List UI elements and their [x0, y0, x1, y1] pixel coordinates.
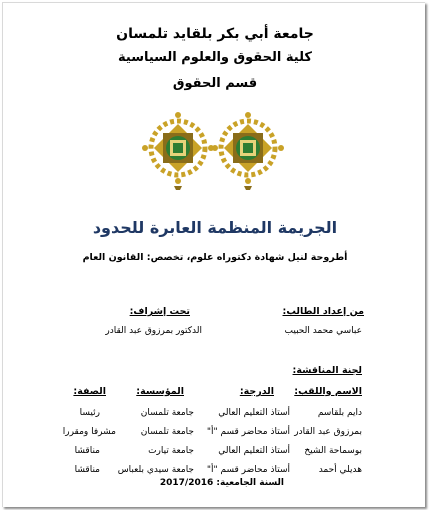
column-role: الصفة:: [73, 386, 106, 397]
member-institution: جامعة تيارت: [148, 446, 194, 456]
faculty-name: كلية الحقوق والعلوم السياسية: [118, 50, 312, 65]
column-institution: المؤسسة:: [136, 386, 184, 397]
member-name: بوسماحة الشيخ: [304, 446, 362, 456]
member-role: مشرفا ومقررا: [62, 427, 116, 437]
committee-label: لجنة المناقشة:: [292, 365, 362, 376]
member-institution: جامعة تلمسان: [140, 427, 194, 437]
member-role: رئيسا: [79, 408, 100, 418]
thesis-subtitle: أطروحة لنيل شهادة دكتوراه علوم، تخصص: القانون العام: [82, 252, 348, 263]
member-institution: جامعة تلمسان: [140, 408, 194, 418]
member-rank: أستاذ التعليم العالي: [218, 408, 290, 418]
member-institution: جامعة سيدي بلعباس: [117, 465, 194, 475]
university-name: جامعة أبي بكر بلقايد تلمسان: [116, 26, 314, 42]
member-role: مناقشا: [74, 465, 100, 475]
student-name: عباسي محمد الحبيب: [284, 326, 362, 336]
supervisor-name: الدكتور بمرزوق عبد القادر: [105, 326, 202, 336]
prepared-by-label: من إعداد الطالب:: [282, 306, 364, 317]
department-name: قسم الحقوق: [172, 76, 258, 91]
member-rank: أستاذ محاضر قسم "أ": [206, 465, 290, 475]
academic-year: السنة الجامعية: 2017/2016: [159, 478, 284, 488]
thesis-title: الجريمة المنظمة العابرة للحدود: [92, 218, 338, 237]
logo-left: [142, 110, 214, 190]
member-name: دايم بلقاسم: [317, 408, 362, 418]
member-name: هديلي أحمد: [318, 465, 362, 475]
member-role: مناقشا: [74, 446, 100, 456]
member-rank: أستاذ محاضر قسم "أ": [206, 427, 290, 437]
column-name: الاسم واللقب:: [294, 386, 362, 397]
column-rank: الدرجة:: [239, 386, 274, 397]
member-name: بمرزوق عبد القادر: [294, 427, 362, 437]
university-logos: [130, 110, 300, 190]
member-rank: أستاذ التعليم العالي: [218, 446, 290, 456]
supervision-label: تحت إشراف:: [129, 306, 190, 317]
logo-right: [212, 110, 284, 190]
